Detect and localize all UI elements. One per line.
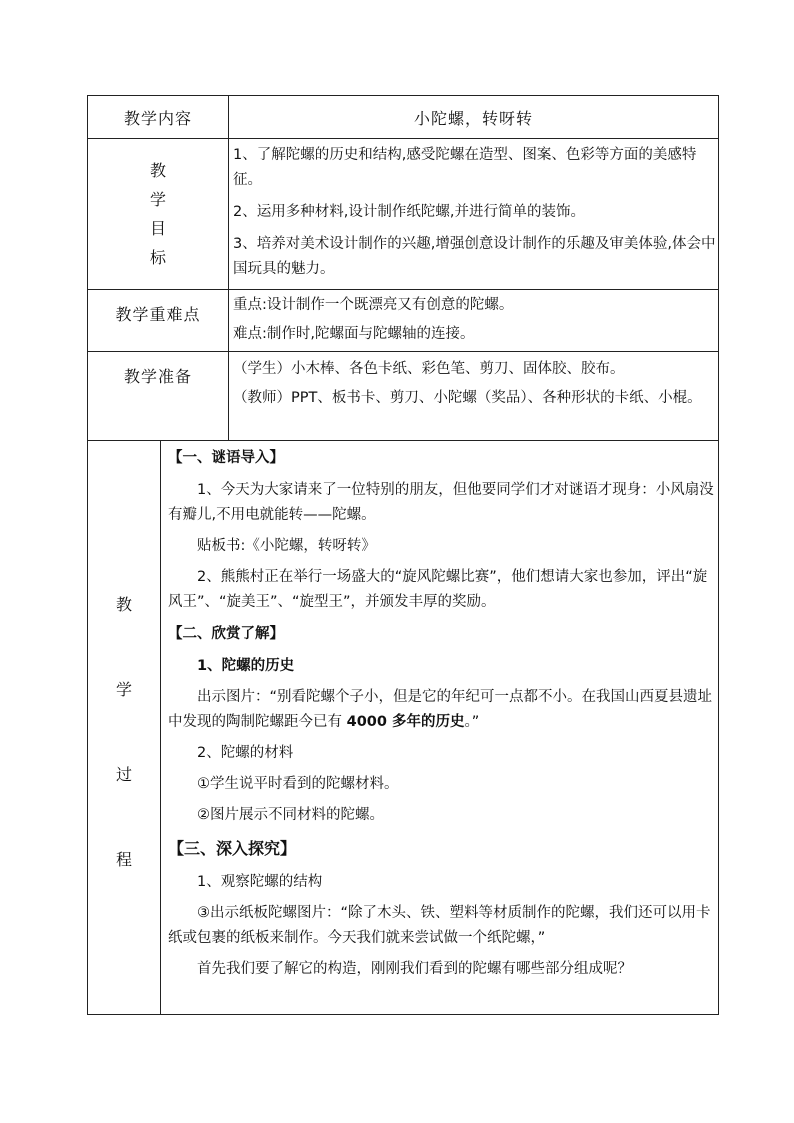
goals-char-1: 教 [149,161,166,180]
goals-char-4: 标 [149,248,166,267]
section-2-heading-1: 1、陀螺的历史 [197,658,295,674]
section-2-heading-2: 2、陀螺的材料 [197,745,294,761]
table-divider-row4 [87,440,719,441]
table-col-divider-process [160,440,161,1015]
teaching-preparation-label: 教学准备 [123,366,192,386]
process-char-1: 教 [115,595,132,614]
teaching-process-content [168,446,714,1012]
goals-char-2: 学 [149,190,166,209]
lesson-title: 小陀螺，转呀转 [413,108,533,128]
key-difficulties-label: 教学重难点 [115,304,201,324]
table-border-right [718,95,719,1015]
section-3-paragraph-2: ③出示纸板陀螺图片：“除了木头、铁、塑料等材质制作的陀螺，我们还可以用卡纸或包裹的纸板来制作。今天我们就来尝试做一个纸陀螺，” [168,905,711,946]
goal-item-2: 2、运用多种材料,设计制作纸陀螺,并进行简单的装饰。 [233,204,585,220]
section-2-paragraph-3: ②图片展示不同材料的陀螺。 [197,807,384,823]
teaching-goals-label [88,139,228,289]
section-1-paragraph-1: 1、今天为大家请来了一位特别的朋友，但他要同学们才对谜语才现身：小风扇没有瓣儿,不用电就能转——陀螺。 [168,482,714,523]
section-2-paragraph-2: ①学生说平时看到的陀螺材料。 [197,776,399,792]
student-preparation: （学生）小木棒、各色卡纸、彩色笔、剪刀、固体胶、胶布。 [233,361,625,377]
table-col-divider-top [228,95,229,441]
process-char-3: 过 [115,765,132,784]
history-quote-part-1: 出示图片：“别看陀螺个子小，但是它的年纪可一点都不小。在我国山西夏县遗址中发现的陶制陀螺距今已有 [168,689,713,730]
teaching-preparation-content [233,357,717,439]
teacher-preparation: （教师）PPT、板书卡、剪刀、小陀螺（奖品）、各种形状的卡纸、小棍。 [233,390,702,406]
key-difficulties-content [233,293,717,350]
section-2-title: 【二、欣赏了解】 [168,626,284,642]
section-3-paragraph-3: 首先我们要了解它的构造，刚刚我们看到的陀螺有哪些部分组成呢？ [197,961,632,977]
goal-item-1: 1、了解陀螺的历史和结构,感受陀螺在造型、图案、色彩等方面的美感特征。 [233,147,697,188]
teaching-process-label [88,592,160,870]
goals-char-3: 目 [149,219,166,238]
section-3-paragraph-1: 1、观察陀螺的结构 [197,874,323,890]
teaching-goals-content [233,143,717,288]
section-1-paragraph-3: 2、熊熊村正在举行一场盛大的“旋风陀螺比赛”，他们想请大家也参加，评出“旋风王”、“旋美王”、“旋型王”，并颁发丰厚的奖励。 [168,569,708,610]
history-quote-part-2: 。” [464,714,480,730]
process-char-2: 学 [115,680,132,699]
section-3-title: 【三、深入探究】 [168,839,297,858]
process-char-4: 程 [115,850,132,869]
key-point: 重点:设计制作一个既漂亮又有创意的陀螺。 [233,297,514,313]
difficulty-point: 难点:制作时,陀螺面与陀螺轴的连接。 [233,326,475,342]
section-1-paragraph-2: 贴板书:《小陀螺，转呀转》 [197,538,376,554]
goal-item-3: 3、培养对美术设计制作的兴趣,增强创意设计制作的乐趣及审美体验,体会中国玩具的魅力。 [233,236,716,277]
section-1-title: 【一、谜语导入】 [168,450,284,466]
table-border-bottom [87,1014,719,1015]
teaching-content-label: 教学内容 [123,108,192,128]
history-quote-emphasis: 4000 多年的历史 [346,714,465,730]
section-2-paragraph-1 [168,685,714,735]
